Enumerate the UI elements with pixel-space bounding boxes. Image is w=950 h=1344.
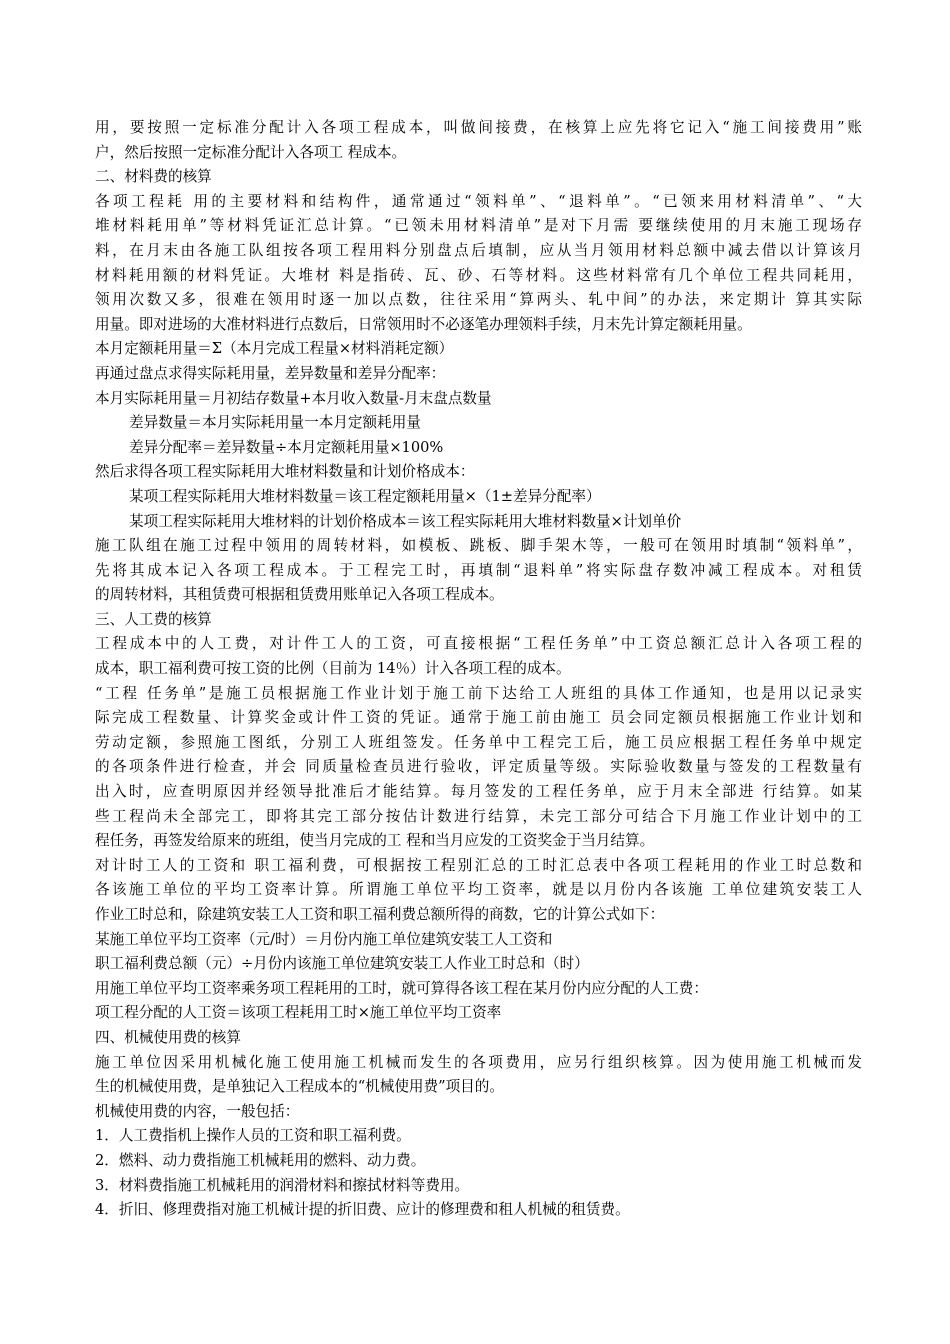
text-line: 然后求得各项工程实际耗用大堆材料数量和计划价格成本： <box>95 463 475 481</box>
text-line: 2．燃料、动力费指施工机械耗用的燃料、动力费。 <box>95 1151 426 1169</box>
text-line: 某施工单位平均工资率（元/时）＝月份内施工单位建筑安装工人工资和 <box>95 930 553 948</box>
text-line: 用，要按照一定标准分配计入各项工程成本，叫做间接费，在核算上应先将它记入“施工间接费用”账 <box>95 119 862 136</box>
text-line: 料，在月末由各施工队组按各项工程用料分别盘点后填制，应从当月领用材料总额中减去借以计算该月 <box>95 241 862 259</box>
text-line: 机械使用费的内容，一般包括： <box>95 1102 300 1120</box>
text-line: 1．人工费指机上操作人员的工资和职工福利费。 <box>95 1127 411 1145</box>
text-line: “工程 任务单”是施工员根据施工作业计划于施工前下达给工人班组的具体工作通知，也是用以记录实 <box>95 684 862 702</box>
text-line: 对计时工人的工资和 职工福利费，可根据按工程别汇总的工时汇总表中各项工程耗用的作业工时总数和 <box>95 856 862 874</box>
text-line: 二、材料费的核算 <box>95 168 212 186</box>
text-line: 各项工程耗 用的主要材料和结构件，通常通过“领料单”、“退料单”。“已领来用材料清单”、“大 <box>95 192 862 210</box>
text-line: 些工程尚未全部完工，即将其完工部分按估计数进行结算，未完工部分可结合下月施工作业计划中的工 <box>95 807 862 825</box>
text-line: 生的机械使用费，是单独记入工程成本的“机械使用费”项目的。 <box>95 1078 504 1096</box>
text-line: 本月定额耗用量＝Σ（本月完成工程量×材料消耗定额） <box>95 340 454 358</box>
text-line: 4．折旧、修理费指对施工机械计提的折旧费、应计的修理费和租人机械的租赁费。 <box>95 1201 630 1219</box>
text-line: 的各项条件进行检查，并会 同质量检查员进行验收，评定质量等级。实际验收数量与签发的工程数量有 <box>95 758 862 776</box>
text-line: 劳动定额，参照施工图纸，分别工人班组签发。任务单中工程完工后，施工员应根据工程任务单中规定 <box>95 733 862 751</box>
text-line: 出入时，应查明原因并经领导批准后才能结算。每月签发的工程任务单，应于月末全部进 行结算。如某 <box>95 783 862 801</box>
text-line: 差异数量＝本月实际耗用量一本月定额耗用量 <box>129 414 421 432</box>
text-line: 差异分配率＝差异数量÷本月定额耗用量×100% <box>129 438 444 456</box>
text-line: 材料耗用额的材料凭证。大堆材 料是指砖、瓦、砂、石等材料。这些材料常有几个单位工程共同耗用， <box>95 266 862 284</box>
text-line: 四、机械使用费的核算 <box>95 1028 241 1046</box>
text-line: 际完成工程数量、计算奖金或计件工资的凭证。通常于施工前由施工 员会同定额员根据施工作业计划和 <box>95 709 862 727</box>
text-line: 各该施工单位的平均工资率计算。所谓施工单位平均工资率，就是以月份内各该施 工单位建筑安装工人 <box>95 881 862 899</box>
text-line: 某项工程实际耗用大堆材料数量＝该工程定额耗用量×（1±差异分配率） <box>129 487 601 505</box>
text-line: 作业工时总和，除建筑安装工人工资和职工福利费总额所得的商数，它的计算公式如下： <box>95 906 665 923</box>
text-line: 成本，职工福利费可按工资的比例（目前为 14％）计入各项工程的成本。 <box>95 660 571 678</box>
text-line: 三、人工费的核算 <box>95 610 212 628</box>
text-line: 堆材料耗用单”等材料凭证汇总计算。“已领未用材料清单”是对下月需 要继续使用的月末施工现场存 <box>95 217 862 235</box>
text-line: 职工福利费总额（元）÷月份内该施工单位建筑安装工人作业工时总和（时） <box>95 955 589 973</box>
text-line: 领用次数又多，很难在领用时逐一加以点数，往往采用“算两头、轧中间”的办法，来定期计 算其实际 <box>95 291 862 309</box>
text-line: 项工程分配的人工资＝该项工程耗用工时×施工单位平均工资率 <box>95 1004 502 1022</box>
text-line: 施工单位因采用机械化施工使用施工机械而发生的各项费用，应另行组织核算。因为使用施工机械而发 <box>95 1053 862 1071</box>
text-line: 施工队组在施工过程中领用的周转材料，如模板、跳板、脚手架木等，一般可在领用时填制“领料单”， <box>95 537 862 555</box>
document-body <box>95 116 862 1223</box>
text-line: 再通过盘点求得实际耗用量，差异数量和差异分配率： <box>95 364 446 382</box>
text-line: 户，然后按照一定标准分配计入各项工 程成本。 <box>95 143 407 161</box>
text-line: 先将其成本记入各项工程成本。于工程完工时，再填制“退料单”将实际盘存数冲减工程成本。对租赁 <box>95 561 862 579</box>
text-line: 程任务，再签发给原来的班组，使当月完成的工 程和当月应发的工资奖金于当月结算。 <box>95 832 655 850</box>
text-line: 本月实际耗用量＝月初结存数量+本月收入数量-月末盘点数量 <box>95 389 492 407</box>
text-line: 3．材料费指施工机械耗用的润滑材料和擦拭材料等费用。 <box>95 1176 470 1194</box>
text-line: 工程成本中的人工费，对计件工人的工资，可直接根据“工程任务单”中工资总额汇总计入各项工程的 <box>95 635 862 653</box>
text-line: 的周转材料，其租赁费可根据租赁费用账单记入各项工程成本。 <box>95 586 504 604</box>
text-line: 用施工单位平均工资率乘务项工程耗用的工时，就可算得各该工程在某月份内应分配的人工费： <box>95 979 708 997</box>
text-line: 某项工程实际耗用大堆材料的计划价格成本＝该工程实际耗用大堆材料数量×计划单价 <box>129 512 682 530</box>
text-line: 用量。即对进场的大准材料进行点数后，日常领用时不必逐笔办理领料手续，月末先计算定额耗用量。 <box>95 315 752 333</box>
